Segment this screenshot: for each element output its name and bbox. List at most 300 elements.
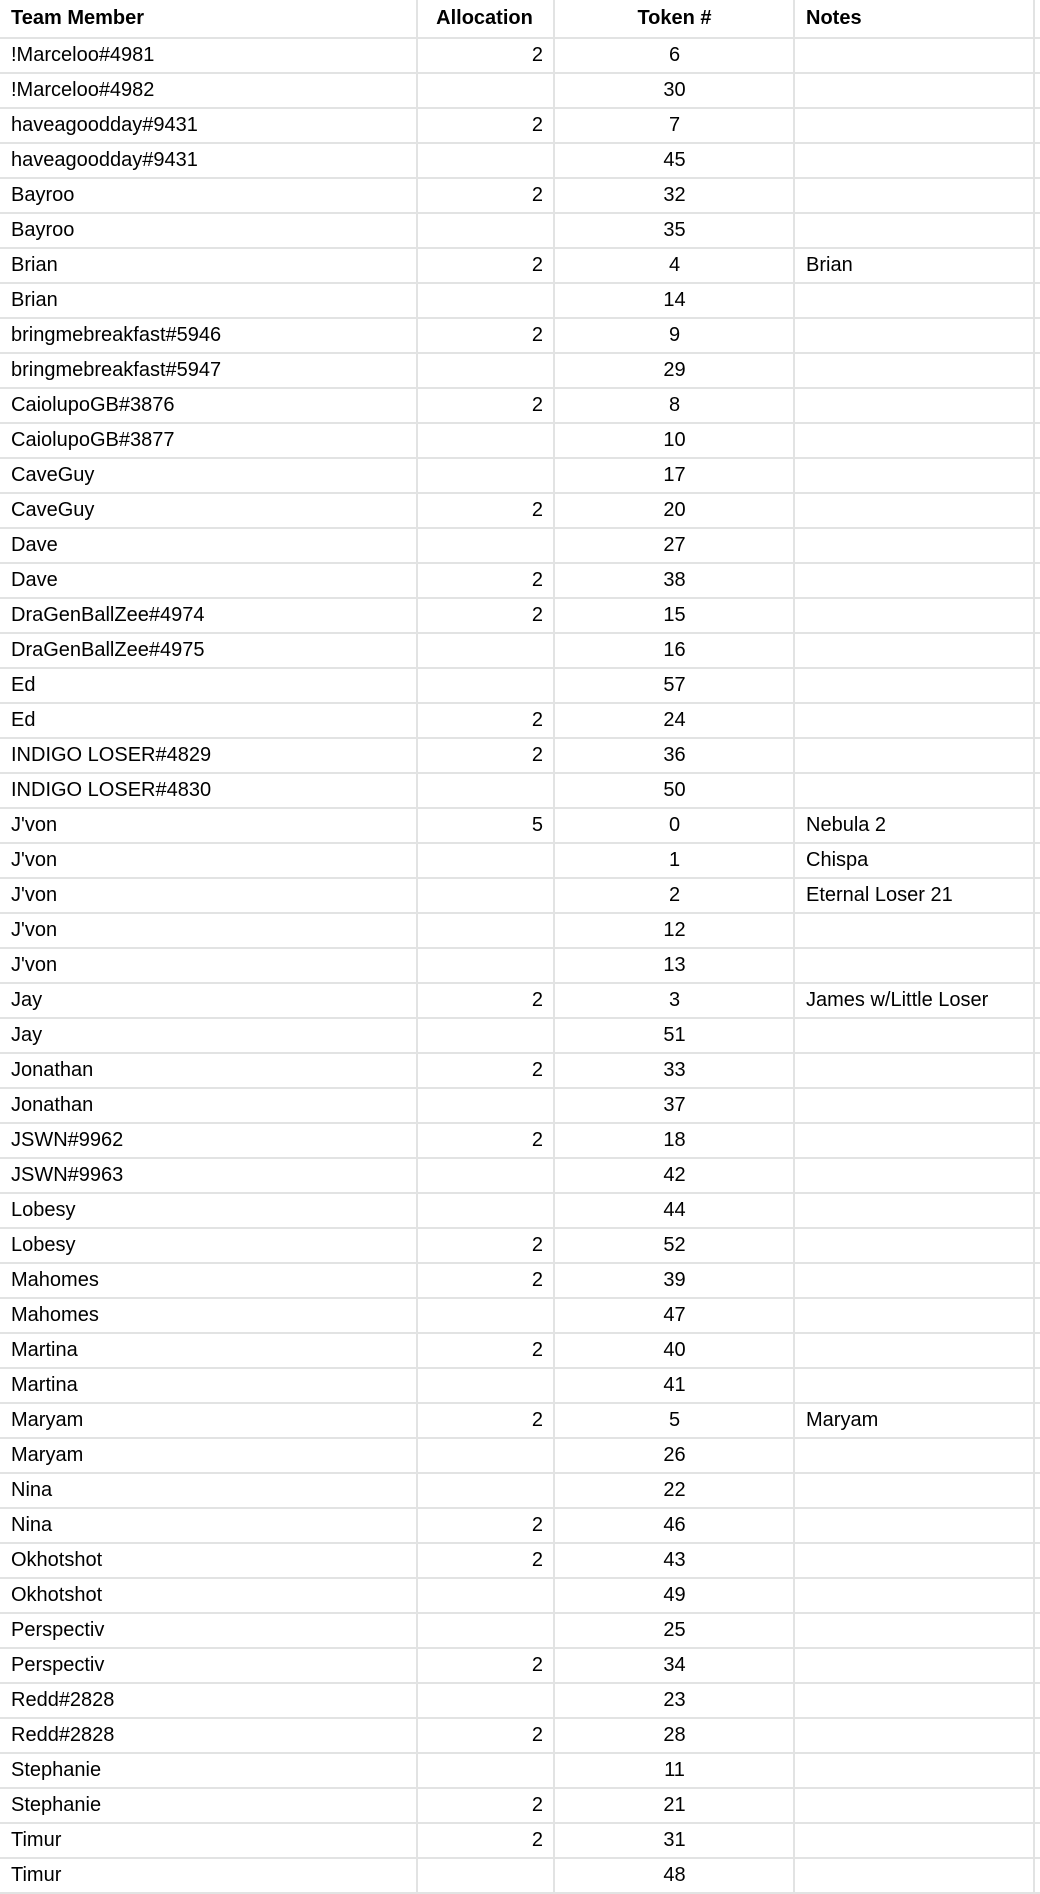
table-row	[0, 108, 1040, 143]
cell-extra[interactable]	[1034, 38, 1040, 73]
cell-token[interactable]: 27	[554, 528, 794, 563]
table-row	[0, 633, 1040, 668]
table-row	[0, 318, 1040, 353]
cell-allocation[interactable]	[417, 1858, 554, 1893]
cell-allocation[interactable]	[417, 878, 554, 913]
cell-extra[interactable]	[1034, 1578, 1040, 1613]
cell-token[interactable]: 8	[554, 388, 794, 423]
table-row	[0, 1543, 1040, 1578]
cell-notes[interactable]	[794, 1613, 1034, 1648]
cell-extra[interactable]	[1034, 1613, 1040, 1648]
table-row	[0, 1648, 1040, 1683]
cell-extra[interactable]	[1034, 143, 1040, 178]
cell-allocation[interactable]: 2	[417, 38, 554, 73]
cell-notes[interactable]: Nebula 2	[794, 808, 1034, 843]
cell-team-member[interactable]: Mahomes	[0, 1263, 417, 1298]
cell-extra[interactable]	[1034, 1088, 1040, 1123]
cell-token[interactable]: 41	[554, 1368, 794, 1403]
cell-notes[interactable]	[794, 1648, 1034, 1683]
cell-allocation[interactable]	[417, 1578, 554, 1613]
cell-allocation[interactable]	[417, 843, 554, 878]
header-allocation[interactable]: Allocation	[417, 0, 554, 38]
table-row	[0, 773, 1040, 808]
cell-notes[interactable]	[794, 1228, 1034, 1263]
cell-notes[interactable]	[794, 423, 1034, 458]
cell-extra[interactable]	[1034, 213, 1040, 248]
cell-extra[interactable]	[1034, 1718, 1040, 1753]
cell-team-member[interactable]: CaiolupoGB#3876	[0, 388, 417, 423]
cell-allocation[interactable]: 2	[417, 1543, 554, 1578]
table-row	[0, 1298, 1040, 1333]
cell-notes[interactable]	[794, 1368, 1034, 1403]
cell-team-member[interactable]: Nina	[0, 1473, 417, 1508]
cell-extra[interactable]	[1034, 1368, 1040, 1403]
cell-token[interactable]: 33	[554, 1053, 794, 1088]
cell-team-member[interactable]: haveagoodday#9431	[0, 108, 417, 143]
cell-team-member[interactable]: haveagoodday#9431	[0, 143, 417, 178]
table-row	[0, 143, 1040, 178]
cell-team-member[interactable]: Mahomes	[0, 1298, 417, 1333]
cell-extra[interactable]	[1034, 493, 1040, 528]
cell-token[interactable]: 22	[554, 1473, 794, 1508]
cell-notes[interactable]	[794, 73, 1034, 108]
cell-extra[interactable]	[1034, 913, 1040, 948]
cell-extra[interactable]	[1034, 633, 1040, 668]
cell-notes[interactable]: Maryam	[794, 1403, 1034, 1438]
cell-extra[interactable]	[1034, 703, 1040, 738]
cell-allocation[interactable]	[417, 213, 554, 248]
cell-allocation[interactable]	[417, 1158, 554, 1193]
cell-token[interactable]: 43	[554, 1543, 794, 1578]
cell-extra[interactable]	[1034, 1823, 1040, 1858]
cell-extra[interactable]	[1034, 73, 1040, 108]
cell-allocation[interactable]	[417, 633, 554, 668]
cell-extra[interactable]	[1034, 1193, 1040, 1228]
cell-allocation[interactable]: 2	[417, 1403, 554, 1438]
cell-extra[interactable]	[1034, 1123, 1040, 1158]
cell-extra[interactable]	[1034, 983, 1040, 1018]
cell-token[interactable]: 42	[554, 1158, 794, 1193]
table-row	[0, 1333, 1040, 1368]
cell-notes[interactable]	[794, 1508, 1034, 1543]
cell-notes[interactable]	[794, 283, 1034, 318]
cell-allocation[interactable]	[417, 1753, 554, 1788]
cell-notes[interactable]	[794, 353, 1034, 388]
cell-allocation[interactable]: 2	[417, 1718, 554, 1753]
cell-allocation[interactable]	[417, 528, 554, 563]
cell-notes[interactable]	[794, 1298, 1034, 1333]
cell-extra[interactable]	[1034, 843, 1040, 878]
cell-team-member[interactable]: Jay	[0, 983, 417, 1018]
cell-token[interactable]: 25	[554, 1613, 794, 1648]
cell-token[interactable]: 30	[554, 73, 794, 108]
cell-token[interactable]: 5	[554, 1403, 794, 1438]
cell-notes[interactable]	[794, 633, 1034, 668]
table-row	[0, 563, 1040, 598]
cell-allocation[interactable]: 2	[417, 738, 554, 773]
cell-token[interactable]: 37	[554, 1088, 794, 1123]
cell-notes[interactable]	[794, 1053, 1034, 1088]
cell-token[interactable]: 32	[554, 178, 794, 213]
cell-notes[interactable]	[794, 738, 1034, 773]
cell-extra[interactable]	[1034, 948, 1040, 983]
cell-team-member[interactable]: Brian	[0, 248, 417, 283]
table-body	[0, 38, 1040, 1893]
cell-team-member[interactable]: Timur	[0, 1858, 417, 1893]
cell-token[interactable]: 18	[554, 1123, 794, 1158]
cell-extra[interactable]	[1034, 283, 1040, 318]
cell-notes[interactable]	[794, 1158, 1034, 1193]
table-row	[0, 1753, 1040, 1788]
header-extra-cell[interactable]	[1034, 0, 1040, 38]
cell-token[interactable]: 3	[554, 983, 794, 1018]
cell-extra[interactable]	[1034, 1158, 1040, 1193]
cell-team-member[interactable]: JSWN#9963	[0, 1158, 417, 1193]
cell-allocation[interactable]	[417, 1613, 554, 1648]
cell-token[interactable]: 24	[554, 703, 794, 738]
cell-team-member[interactable]: DraGenBallZee#4975	[0, 633, 417, 668]
cell-token[interactable]: 46	[554, 1508, 794, 1543]
cell-extra[interactable]	[1034, 1683, 1040, 1718]
cell-notes[interactable]	[794, 1718, 1034, 1753]
cell-allocation[interactable]	[417, 1193, 554, 1228]
cell-extra[interactable]	[1034, 878, 1040, 913]
cell-notes[interactable]	[794, 1473, 1034, 1508]
cell-notes[interactable]	[794, 318, 1034, 353]
cell-token[interactable]: 1	[554, 843, 794, 878]
table-row	[0, 1438, 1040, 1473]
cell-allocation[interactable]: 2	[417, 248, 554, 283]
cell-team-member[interactable]: Ed	[0, 703, 417, 738]
table-row	[0, 423, 1040, 458]
cell-extra[interactable]	[1034, 1858, 1040, 1893]
table-row	[0, 1158, 1040, 1193]
cell-allocation[interactable]	[417, 1473, 554, 1508]
cell-team-member[interactable]: Jonathan	[0, 1053, 417, 1088]
table-row	[0, 703, 1040, 738]
header-token[interactable]: Token #	[554, 0, 794, 38]
cell-notes[interactable]	[794, 1088, 1034, 1123]
cell-token[interactable]: 49	[554, 1578, 794, 1613]
table-row	[0, 283, 1040, 318]
cell-allocation[interactable]: 2	[417, 1823, 554, 1858]
cell-token[interactable]: 34	[554, 1648, 794, 1683]
cell-allocation[interactable]: 2	[417, 178, 554, 213]
cell-allocation[interactable]: 2	[417, 1228, 554, 1263]
cell-notes[interactable]	[794, 388, 1034, 423]
cell-extra[interactable]	[1034, 1228, 1040, 1263]
cell-team-member[interactable]: Nina	[0, 1508, 417, 1543]
cell-token[interactable]: 23	[554, 1683, 794, 1718]
cell-team-member[interactable]: Okhotshot	[0, 1543, 417, 1578]
cell-allocation[interactable]: 5	[417, 808, 554, 843]
cell-allocation[interactable]: 2	[417, 318, 554, 353]
cell-team-member[interactable]: Dave	[0, 563, 417, 598]
cell-extra[interactable]	[1034, 1403, 1040, 1438]
cell-token[interactable]: 21	[554, 1788, 794, 1823]
cell-allocation[interactable]	[417, 143, 554, 178]
cell-allocation[interactable]	[417, 668, 554, 703]
cell-token[interactable]: 35	[554, 213, 794, 248]
table-row	[0, 983, 1040, 1018]
cell-extra[interactable]	[1034, 1508, 1040, 1543]
table-row	[0, 1123, 1040, 1158]
cell-notes[interactable]	[794, 1438, 1034, 1473]
cell-token[interactable]: 12	[554, 913, 794, 948]
cell-team-member[interactable]: Stephanie	[0, 1788, 417, 1823]
cell-allocation[interactable]	[417, 1018, 554, 1053]
cell-allocation[interactable]: 2	[417, 598, 554, 633]
cell-token[interactable]: 44	[554, 1193, 794, 1228]
cell-allocation[interactable]	[417, 283, 554, 318]
cell-team-member[interactable]: Bayroo	[0, 213, 417, 248]
cell-allocation[interactable]	[417, 773, 554, 808]
cell-team-member[interactable]: CaveGuy	[0, 458, 417, 493]
cell-token[interactable]: 48	[554, 1858, 794, 1893]
cell-extra[interactable]	[1034, 1753, 1040, 1788]
cell-extra[interactable]	[1034, 318, 1040, 353]
cell-team-member[interactable]: J'von	[0, 843, 417, 878]
cell-team-member[interactable]: J'von	[0, 913, 417, 948]
cell-allocation[interactable]	[417, 1368, 554, 1403]
table-row	[0, 1473, 1040, 1508]
cell-notes[interactable]	[794, 1578, 1034, 1613]
cell-token[interactable]: 20	[554, 493, 794, 528]
cell-team-member[interactable]: DraGenBallZee#4974	[0, 598, 417, 633]
cell-token[interactable]: 26	[554, 1438, 794, 1473]
cell-notes[interactable]	[794, 1753, 1034, 1788]
cell-team-member[interactable]: Redd#2828	[0, 1718, 417, 1753]
cell-notes[interactable]	[794, 1823, 1034, 1858]
cell-notes[interactable]	[794, 668, 1034, 703]
cell-allocation[interactable]: 2	[417, 703, 554, 738]
cell-extra[interactable]	[1034, 1018, 1040, 1053]
cell-team-member[interactable]: INDIGO LOSER#4830	[0, 773, 417, 808]
cell-team-member[interactable]: Okhotshot	[0, 1578, 417, 1613]
cell-extra[interactable]	[1034, 773, 1040, 808]
cell-token[interactable]: 9	[554, 318, 794, 353]
cell-extra[interactable]	[1034, 1053, 1040, 1088]
cell-team-member[interactable]: Martina	[0, 1368, 417, 1403]
cell-notes[interactable]	[794, 598, 1034, 633]
cell-notes[interactable]	[794, 563, 1034, 598]
cell-notes[interactable]	[794, 213, 1034, 248]
cell-team-member[interactable]: CaveGuy	[0, 493, 417, 528]
cell-notes[interactable]: Eternal Loser 21	[794, 878, 1034, 913]
cell-allocation[interactable]	[417, 913, 554, 948]
cell-token[interactable]: 28	[554, 1718, 794, 1753]
cell-extra[interactable]	[1034, 668, 1040, 703]
cell-notes[interactable]	[794, 178, 1034, 213]
cell-extra[interactable]	[1034, 353, 1040, 388]
cell-notes[interactable]	[794, 1788, 1034, 1823]
cell-team-member[interactable]: Timur	[0, 1823, 417, 1858]
cell-notes[interactable]	[794, 913, 1034, 948]
cell-team-member[interactable]: Lobesy	[0, 1193, 417, 1228]
table-row	[0, 1193, 1040, 1228]
table-row	[0, 353, 1040, 388]
cell-notes[interactable]	[794, 1123, 1034, 1158]
cell-allocation[interactable]: 2	[417, 563, 554, 598]
cell-team-member[interactable]: bringmebreakfast#5947	[0, 353, 417, 388]
cell-allocation[interactable]	[417, 948, 554, 983]
cell-extra[interactable]	[1034, 458, 1040, 493]
cell-team-member[interactable]: Maryam	[0, 1438, 417, 1473]
cell-allocation[interactable]: 2	[417, 1648, 554, 1683]
cell-extra[interactable]	[1034, 1543, 1040, 1578]
table-row	[0, 1263, 1040, 1298]
cell-extra[interactable]	[1034, 1333, 1040, 1368]
cell-token[interactable]: 14	[554, 283, 794, 318]
cell-extra[interactable]	[1034, 1648, 1040, 1683]
cell-notes[interactable]	[794, 1263, 1034, 1298]
table-row	[0, 1823, 1040, 1858]
cell-notes[interactable]	[794, 948, 1034, 983]
cell-token[interactable]: 36	[554, 738, 794, 773]
cell-notes[interactable]	[794, 1018, 1034, 1053]
cell-extra[interactable]	[1034, 1473, 1040, 1508]
cell-team-member[interactable]: Jonathan	[0, 1088, 417, 1123]
cell-team-member[interactable]: Bayroo	[0, 178, 417, 213]
cell-extra[interactable]	[1034, 528, 1040, 563]
cell-notes[interactable]: Chispa	[794, 843, 1034, 878]
cell-token[interactable]: 31	[554, 1823, 794, 1858]
cell-notes[interactable]	[794, 773, 1034, 808]
cell-extra[interactable]	[1034, 423, 1040, 458]
cell-token[interactable]: 10	[554, 423, 794, 458]
cell-extra[interactable]	[1034, 1263, 1040, 1298]
cell-allocation[interactable]	[417, 458, 554, 493]
cell-extra[interactable]	[1034, 563, 1040, 598]
cell-team-member[interactable]: Perspectiv	[0, 1613, 417, 1648]
cell-allocation[interactable]: 2	[417, 1263, 554, 1298]
cell-notes[interactable]	[794, 528, 1034, 563]
cell-token[interactable]: 45	[554, 143, 794, 178]
cell-team-member[interactable]: Jay	[0, 1018, 417, 1053]
cell-token[interactable]: 57	[554, 668, 794, 703]
cell-team-member[interactable]: bringmebreakfast#5946	[0, 318, 417, 353]
cell-allocation[interactable]	[417, 1438, 554, 1473]
cell-team-member[interactable]: JSWN#9962	[0, 1123, 417, 1158]
header-notes[interactable]: Notes	[794, 0, 1034, 38]
cell-allocation[interactable]: 2	[417, 1123, 554, 1158]
cell-notes[interactable]	[794, 1193, 1034, 1228]
cell-extra[interactable]	[1034, 1788, 1040, 1823]
table-row	[0, 1053, 1040, 1088]
cell-team-member[interactable]: Brian	[0, 283, 417, 318]
cell-team-member[interactable]: !Marceloo#4982	[0, 73, 417, 108]
cell-extra[interactable]	[1034, 388, 1040, 423]
cell-token[interactable]: 50	[554, 773, 794, 808]
cell-team-member[interactable]: CaiolupoGB#3877	[0, 423, 417, 458]
cell-notes[interactable]: James w/Little Loser	[794, 983, 1034, 1018]
cell-allocation[interactable]: 2	[417, 1053, 554, 1088]
cell-notes[interactable]	[794, 1683, 1034, 1718]
cell-team-member[interactable]: Redd#2828	[0, 1683, 417, 1718]
cell-allocation[interactable]	[417, 1088, 554, 1123]
cell-allocation[interactable]	[417, 1683, 554, 1718]
cell-token[interactable]: 52	[554, 1228, 794, 1263]
cell-allocation[interactable]: 2	[417, 388, 554, 423]
cell-token[interactable]: 16	[554, 633, 794, 668]
cell-team-member[interactable]: Maryam	[0, 1403, 417, 1438]
table-row	[0, 1683, 1040, 1718]
table-row	[0, 1228, 1040, 1263]
cell-team-member[interactable]: Martina	[0, 1333, 417, 1368]
cell-allocation[interactable]: 2	[417, 1788, 554, 1823]
cell-team-member[interactable]: Perspectiv	[0, 1648, 417, 1683]
cell-notes[interactable]	[794, 703, 1034, 738]
cell-token[interactable]: 17	[554, 458, 794, 493]
header-team-member[interactable]: Team Member	[0, 0, 417, 38]
cell-extra[interactable]	[1034, 808, 1040, 843]
cell-notes[interactable]	[794, 1858, 1034, 1893]
cell-notes[interactable]	[794, 493, 1034, 528]
cell-allocation[interactable]: 2	[417, 1333, 554, 1368]
cell-notes[interactable]	[794, 1333, 1034, 1368]
cell-token[interactable]: 13	[554, 948, 794, 983]
cell-extra[interactable]	[1034, 598, 1040, 633]
table-row	[0, 913, 1040, 948]
cell-allocation[interactable]	[417, 73, 554, 108]
cell-team-member[interactable]: J'von	[0, 808, 417, 843]
cell-team-member[interactable]: Lobesy	[0, 1228, 417, 1263]
cell-notes[interactable]	[794, 143, 1034, 178]
cell-extra[interactable]	[1034, 108, 1040, 143]
cell-token[interactable]: 6	[554, 38, 794, 73]
cell-allocation[interactable]	[417, 1298, 554, 1333]
cell-notes[interactable]	[794, 108, 1034, 143]
table-row	[0, 493, 1040, 528]
cell-team-member[interactable]: Ed	[0, 668, 417, 703]
cell-team-member[interactable]: Stephanie	[0, 1753, 417, 1788]
cell-extra[interactable]	[1034, 1298, 1040, 1333]
cell-token[interactable]: 2	[554, 878, 794, 913]
cell-allocation[interactable]: 2	[417, 493, 554, 528]
cell-extra[interactable]	[1034, 738, 1040, 773]
cell-token[interactable]: 47	[554, 1298, 794, 1333]
cell-token[interactable]: 29	[554, 353, 794, 388]
cell-token[interactable]: 0	[554, 808, 794, 843]
cell-team-member[interactable]: J'von	[0, 878, 417, 913]
cell-team-member[interactable]: Dave	[0, 528, 417, 563]
cell-notes[interactable]: Brian	[794, 248, 1034, 283]
cell-extra[interactable]	[1034, 248, 1040, 283]
cell-team-member[interactable]: INDIGO LOSER#4829	[0, 738, 417, 773]
cell-token[interactable]: 38	[554, 563, 794, 598]
cell-token[interactable]: 11	[554, 1753, 794, 1788]
cell-notes[interactable]	[794, 1543, 1034, 1578]
cell-token[interactable]: 15	[554, 598, 794, 633]
table-row	[0, 1858, 1040, 1893]
cell-allocation[interactable]	[417, 353, 554, 388]
cell-extra[interactable]	[1034, 1438, 1040, 1473]
cell-allocation[interactable]: 2	[417, 983, 554, 1018]
cell-token[interactable]: 4	[554, 248, 794, 283]
cell-token[interactable]: 39	[554, 1263, 794, 1298]
cell-team-member[interactable]: J'von	[0, 948, 417, 983]
cell-notes[interactable]	[794, 458, 1034, 493]
cell-notes[interactable]	[794, 38, 1034, 73]
cell-allocation[interactable]: 2	[417, 108, 554, 143]
cell-extra[interactable]	[1034, 178, 1040, 213]
cell-token[interactable]: 7	[554, 108, 794, 143]
cell-token[interactable]: 40	[554, 1333, 794, 1368]
cell-allocation[interactable]	[417, 423, 554, 458]
cell-allocation[interactable]: 2	[417, 1508, 554, 1543]
cell-team-member[interactable]: !Marceloo#4981	[0, 38, 417, 73]
cell-token[interactable]: 51	[554, 1018, 794, 1053]
